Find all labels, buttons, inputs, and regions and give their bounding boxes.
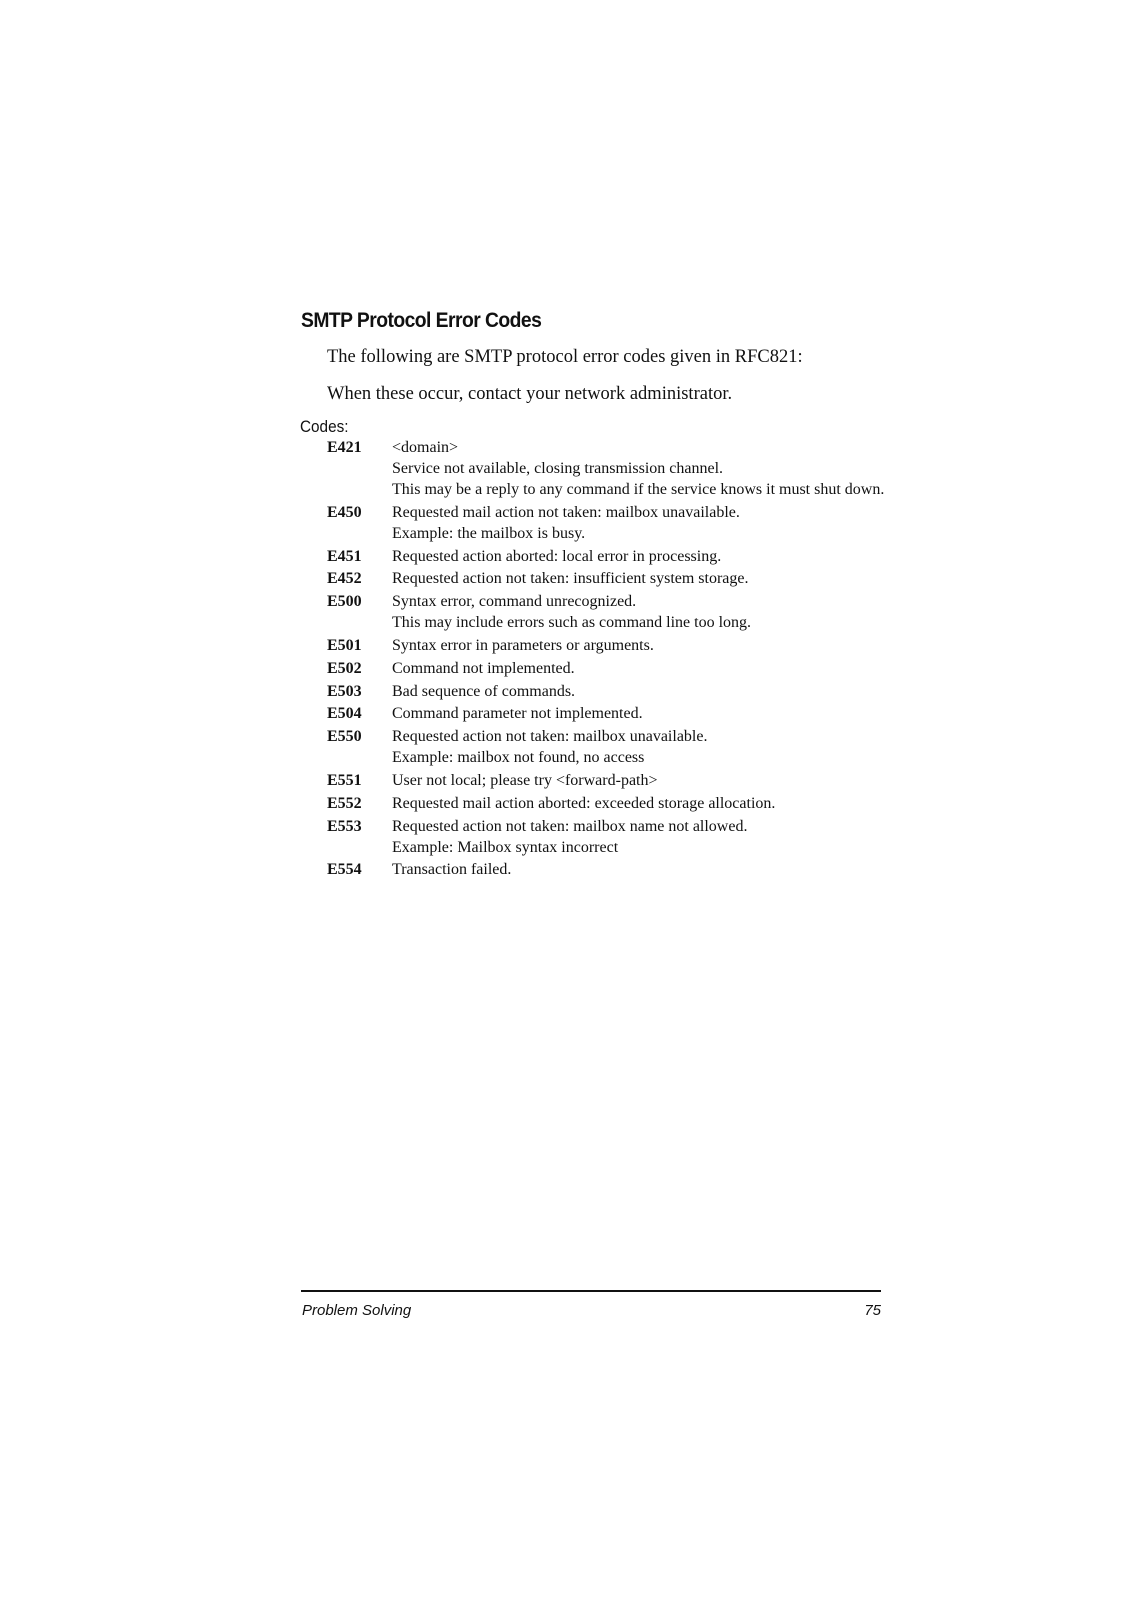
- footer-divider: [301, 1290, 881, 1292]
- error-code-row: [327, 437, 887, 500]
- error-code-row: [327, 726, 887, 768]
- error-code-row: [327, 591, 887, 633]
- error-code: E551: [327, 771, 362, 789]
- error-description: [392, 726, 887, 768]
- error-description-line: Example: Mailbox syntax incorrect: [392, 838, 619, 856]
- error-description-line: Requested action aborted: local error in processing.: [392, 547, 722, 565]
- error-description-line: Requested mail action aborted: exceeded storage allocation.: [392, 794, 776, 812]
- error-code: E503: [327, 682, 362, 700]
- error-description: [392, 703, 887, 724]
- error-description: [392, 793, 887, 814]
- error-code-row: [327, 546, 887, 567]
- error-code: E421: [327, 439, 362, 456]
- error-description-line: Requested action not taken: mailbox unavailable.: [392, 728, 708, 746]
- error-description: [392, 546, 887, 567]
- error-description-line: This may be a reply to any command if the service knows it must shut down.: [392, 481, 885, 498]
- error-code-row: [327, 681, 887, 702]
- error-code: E552: [327, 794, 362, 812]
- intro-paragraph-1: The following are SMTP protocol error codes given in RFC821:: [327, 347, 803, 367]
- error-description-line: User not local; please try <forward-path>: [392, 771, 658, 789]
- error-description-line: Syntax error in parameters or arguments.: [392, 636, 654, 654]
- error-description-line: Requested action not taken: mailbox name not allowed.: [392, 817, 748, 835]
- error-code-row: [327, 502, 887, 544]
- error-code: E450: [327, 503, 362, 521]
- error-description-line: Command parameter not implemented.: [392, 705, 643, 723]
- error-code: E452: [327, 570, 362, 588]
- error-code: E553: [327, 817, 362, 835]
- codes-label: Codes:: [300, 417, 349, 436]
- error-description-line: Syntax error, command unrecognized.: [392, 593, 637, 611]
- error-code-row: [327, 793, 887, 814]
- error-description: [392, 658, 887, 679]
- error-code-row: [327, 658, 887, 679]
- error-description-line: Bad sequence of commands.: [392, 682, 576, 700]
- error-description: [392, 502, 887, 544]
- error-description: [392, 816, 887, 858]
- error-code: E554: [327, 861, 362, 879]
- error-code: E504: [327, 705, 362, 723]
- error-description-line: Requested action not taken: insufficient system storage.: [392, 570, 749, 588]
- error-description-line: Example: mailbox not found, no access: [392, 749, 645, 767]
- error-description-line: This may include errors such as command line too long.: [392, 614, 752, 632]
- error-code-row: [327, 635, 887, 656]
- error-description-line: Command not implemented.: [392, 659, 575, 677]
- error-code: E451: [327, 547, 362, 565]
- error-description: [392, 681, 887, 702]
- error-code-row: [327, 816, 887, 858]
- error-code: E550: [327, 728, 362, 746]
- error-description-line: Service not available, closing transmission channel.: [392, 460, 724, 477]
- error-description: [392, 568, 887, 589]
- error-description: [392, 591, 887, 633]
- error-code: E500: [327, 593, 362, 611]
- error-description: [392, 859, 887, 880]
- error-description-line: Requested mail action not taken: mailbox unavailable.: [392, 503, 740, 521]
- section-heading: SMTP Protocol Error Codes: [301, 309, 542, 332]
- error-code-row: [327, 770, 887, 791]
- error-code: E502: [327, 659, 362, 677]
- error-description-line: <domain>: [392, 439, 459, 456]
- error-code-row: [327, 703, 887, 724]
- error-code: E501: [327, 636, 362, 654]
- error-description-line: Transaction failed.: [392, 861, 512, 879]
- intro-paragraph-2: When these occur, contact your network administrator.: [327, 384, 733, 404]
- error-description-line: Example: the mailbox is busy.: [392, 524, 586, 542]
- error-description: [392, 635, 887, 656]
- footer-section-title: Problem Solving: [302, 1302, 412, 1319]
- error-code-row: [327, 859, 887, 880]
- error-code-row: [327, 568, 887, 589]
- error-codes-list: [327, 437, 887, 882]
- error-description: [392, 437, 887, 500]
- error-description: [392, 770, 887, 791]
- page-number: 75: [864, 1302, 881, 1319]
